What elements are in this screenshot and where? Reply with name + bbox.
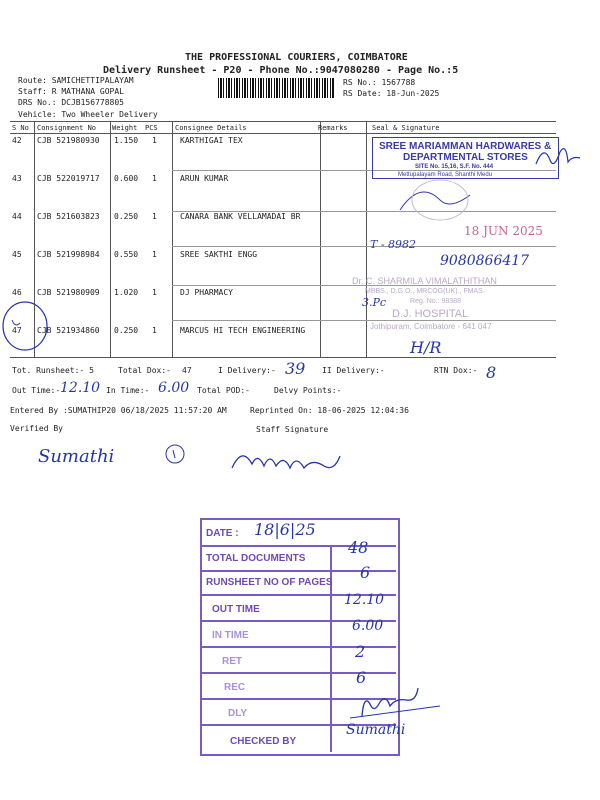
stamp-signature-scribble-icon <box>340 686 450 726</box>
row-weight: 1.020 <box>114 288 139 297</box>
col-seal: Seal & Signature <box>372 124 440 132</box>
row-consignee: DJ PHARMACY <box>180 288 233 297</box>
row-weight: 0.600 <box>114 174 139 183</box>
staff-signature-scribble-icon <box>160 440 380 480</box>
stamp-checked-handwritten: Sumathi <box>346 722 406 738</box>
drs-label: DRS No.: DCJB156778805 <box>18 98 124 107</box>
row-weight: 0.250 <box>114 212 139 221</box>
hospital-address: Jothipuram, Coimbatore - 641 047 <box>370 322 492 331</box>
col-consignee: Consignee Details <box>175 124 247 132</box>
route-label: Route: SAMICHETTIPALAYAM <box>18 76 134 85</box>
row-consignee: KARTHIGAI TEX <box>180 136 243 145</box>
stamp-pages-label: RUNSHEET NO OF PAGES <box>206 577 333 588</box>
row-sno: 43 <box>12 174 22 183</box>
rs-number: RS No.: 1567788 <box>343 78 416 87</box>
col-consignment: Consignment No <box>37 124 97 132</box>
stamp-in-time-label: IN TIME <box>212 630 249 641</box>
row-sno: 44 <box>12 212 22 221</box>
col-sno: S No <box>12 124 29 132</box>
stamp-dly-label: DLY <box>228 708 248 719</box>
staff-label: Staff: R MATHANA GOPAL <box>18 87 124 96</box>
stamp-total-docs-label: TOTAL DOCUMENTS <box>206 553 306 564</box>
hardware-seal-site: SITE No. 15,16, S.F. No. 444 <box>415 164 494 170</box>
row-consignment: CJB 521603823 <box>37 212 100 221</box>
total-pod-label: Total POD:- <box>197 386 250 395</box>
ii-delivery-label: II Delivery:- <box>322 366 385 375</box>
total-dox-value: 47 <box>182 366 192 375</box>
delvy-points-label: Delvy Points:- <box>274 386 342 395</box>
stamp-pages-handwritten: 6 <box>360 563 371 582</box>
i-delivery-label: I Delivery:- <box>218 366 276 375</box>
tot-runsheet: Tot. Runsheet:- 5 <box>12 366 94 375</box>
doctor-name: Dr. C. SHARMILA VIMALATHITHAN <box>352 276 497 286</box>
pcs-handwritten: 3.Pc <box>362 296 387 309</box>
out-time-label: Out Time:- <box>12 386 61 395</box>
row-consignment: CJB 522019717 <box>37 174 100 183</box>
i-delivery-handwritten: 39 <box>285 359 306 378</box>
phone-handwritten: 9080866417 <box>440 253 530 269</box>
staff-signature-label: Staff Signature <box>256 425 329 434</box>
stamp-in-time-handwritten: 6.00 <box>352 618 384 634</box>
row-weight: 0.250 <box>114 326 139 335</box>
rtn-dox-label: RTN Dox:- <box>434 366 478 375</box>
table-header-rule <box>10 133 556 134</box>
vehicle-label: Vehicle: Two Wheeler Delivery <box>18 110 158 119</box>
row-rule <box>172 320 556 321</box>
row-rule <box>172 246 556 247</box>
row-sno: 45 <box>12 250 22 259</box>
hardware-seal-name2: DEPARTMENTAL STORES <box>403 152 528 163</box>
row-consignee: CANARA BANK VELLAMADAI BR <box>180 212 301 221</box>
doctor-qualification: MBBS., D.G.O., MRCOG(UK)., FMAS. <box>365 288 485 295</box>
row-sno: 47 <box>12 326 22 335</box>
col-divider <box>172 121 173 357</box>
stamp-checked-label: CHECKED BY <box>230 736 297 747</box>
row-consignee: ARUN KUMAR <box>180 174 229 183</box>
row-pcs: 1 <box>152 212 157 221</box>
row-consignment: CJB 521998984 <box>37 250 100 259</box>
stamp-rule <box>200 646 396 648</box>
table-top-rule <box>10 121 556 122</box>
stamp-out-time-label: OUT TIME <box>212 604 260 615</box>
stamp-date-label: DATE : <box>206 528 239 539</box>
rs-date: RS Date: 18-Jun-2025 <box>343 89 440 98</box>
row-pcs: 1 <box>152 326 157 335</box>
row-sno: 46 <box>12 288 22 297</box>
row-pcs: 1 <box>152 288 157 297</box>
verified-by-label: Verified By <box>10 424 63 433</box>
signature-scribble-icon <box>530 140 590 180</box>
hardware-seal-road: Mettupalayam Road, Shanthi Medu <box>398 172 493 178</box>
entered-by: Entered By :SUMATHIP20 06/18/2025 11:57:20 AM <box>10 406 227 415</box>
stamp-date-handwritten: 18|6|25 <box>254 520 316 539</box>
hardware-seal-name: SREE MARIAMMAN HARDWARES & <box>379 141 552 152</box>
row-pcs: 1 <box>152 250 157 259</box>
row-pcs: 1 <box>152 174 157 183</box>
stamp-ret-label: RET <box>222 656 242 667</box>
reprinted-on: Reprinted On: 18-06-2025 12:04:36 <box>250 406 409 415</box>
row-consignee: MARCUS HI TECH ENGINEERING <box>180 326 306 335</box>
row-pcs: 1 <box>152 136 157 145</box>
hr-handwritten: H/R <box>410 338 442 357</box>
col-weight: Weight <box>112 124 138 132</box>
row-weight: 1.150 <box>114 136 139 145</box>
row-consignment: CJB 521934860 <box>37 326 100 335</box>
stamp-rule <box>200 672 396 674</box>
col-remarks: Remarks <box>318 124 348 132</box>
doctor-reg-no: Reg. No.: 98388 <box>410 298 461 305</box>
hand-circle-icon <box>0 290 60 360</box>
runsheet-title: Delivery Runsheet - P20 - Phone No.:9047080280 - Page No.:5 <box>103 65 459 76</box>
col-divider <box>366 121 367 357</box>
barcode <box>218 78 334 98</box>
out-time-handwritten: 12.10 <box>60 380 101 396</box>
row-weight: 0.550 <box>114 250 139 259</box>
col-divider <box>320 121 321 357</box>
company-title: THE PROFESSIONAL COURIERS, COIMBATORE <box>185 52 408 63</box>
t-handwritten: T - 8982 <box>370 238 417 251</box>
stamp-total-docs-handwritten: 48 <box>348 538 369 557</box>
stamp-out-time-handwritten: 12.10 <box>344 592 385 608</box>
stamp-rec-handwritten: 6 <box>356 668 367 687</box>
verifier-handwritten: Sumathi <box>38 446 115 467</box>
signature-scribble-icon <box>380 170 493 230</box>
row-consignment: CJB 521980930 <box>37 136 100 145</box>
col-pcs: PCS <box>145 124 158 132</box>
hospital-name: D.J. HOSPITAL <box>392 308 469 320</box>
row-consignee: SREE SAKTHI ENGG <box>180 250 258 259</box>
total-dox-label: Total Dox:- <box>118 366 171 375</box>
in-time-handwritten: 6.00 <box>158 380 190 396</box>
row-consignment: CJB 521980909 <box>37 288 100 297</box>
row-sno: 42 <box>12 136 22 145</box>
rtn-dox-handwritten: 8 <box>486 363 497 382</box>
stamp-rec-label: REC <box>224 682 246 693</box>
in-time-label: In Time:- <box>106 386 150 395</box>
date-stamp: 18 JUN 2025 <box>464 224 543 238</box>
col-divider <box>110 121 111 357</box>
table-bottom-rule <box>10 357 556 358</box>
stamp-ret-handwritten: 2 <box>355 642 366 661</box>
